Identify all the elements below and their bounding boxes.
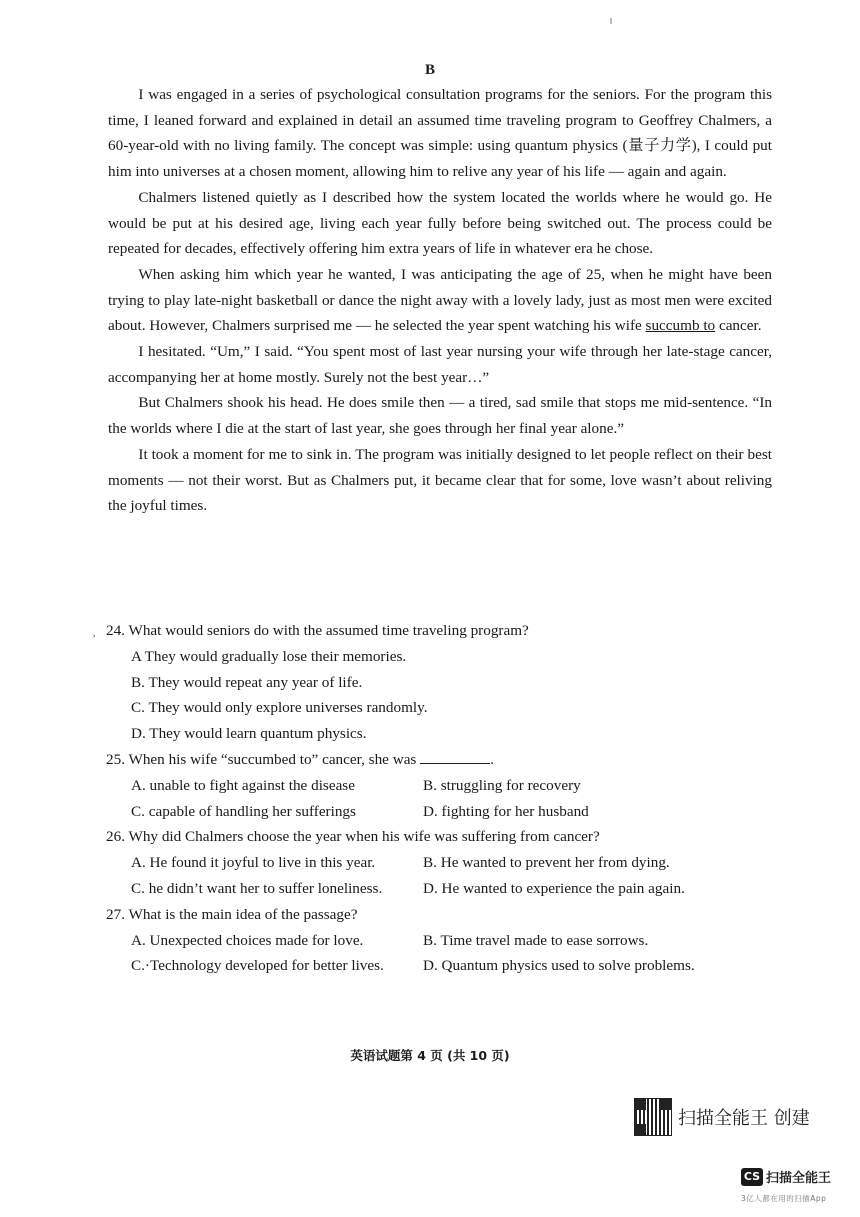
questions-section xyxy=(106,618,786,979)
underlined-phrase: succumb to xyxy=(645,317,716,335)
camscanner-tagline: 3亿人都在用的扫描App xyxy=(741,1194,827,1203)
option-row xyxy=(131,928,786,954)
passage-paragraph-4: I hesitated. “Um,” I said. “You spent most of last year nursing your wife through her late-stage cancer, accompanying her at home mostly. Surely not the best year…” xyxy=(108,343,772,386)
passage-paragraph-2: Chalmers listened quietly as I described how the system located the worlds where he would go. He would be put at his desired age, living each year fully before being switched out. The process could be repeated for decades, effectively offering him extra years of life in whatever era he chose. xyxy=(108,188,772,258)
cs-logo-icon: CS xyxy=(741,1168,763,1186)
option-c: C.·Technology developed for better lives. xyxy=(131,957,384,975)
passage-paragraph-6: It took a moment for me to sink in. The program was initially designed to let people reflect on their best moments — not their worst. But as Chalmers put, it became clear that for some, love wasn’t about reliving the joyful times. xyxy=(108,445,772,515)
scan-artifact xyxy=(610,18,612,24)
question-26 xyxy=(106,824,786,901)
option-b: B. struggling for recovery xyxy=(423,776,581,794)
option-c: C. capable of handling her sufferings xyxy=(131,802,356,820)
passage-paragraph-3 xyxy=(108,262,772,339)
option-d: D. They would learn quantum physics. xyxy=(131,725,367,743)
passage-paragraph-5: But Chalmers shook his head. He does smile then — a tired, sad smile that stops me mid-sentence. “In the worlds where I die at the start of last year, she goes through her final year alone.” xyxy=(108,394,772,438)
question-stem xyxy=(106,747,786,773)
option-a: A They would gradually lose their memories. xyxy=(131,647,407,665)
passage-paragraph-3-end: cancer. xyxy=(715,317,762,335)
option-d: D. Quantum physics used to solve problems. xyxy=(423,957,695,975)
question-stem: 26. Why did Chalmers choose the year when his wife was suffering from cancer? xyxy=(106,828,600,846)
camscanner-logo xyxy=(741,1167,831,1186)
question-stem: 27. What is the main idea of the passage? xyxy=(106,905,358,923)
option-b: B. Time travel made to ease sorrows. xyxy=(423,931,649,949)
option-row xyxy=(131,773,786,799)
pen-mark: , xyxy=(93,628,96,639)
option-row xyxy=(131,953,786,979)
reading-passage xyxy=(108,82,772,519)
option-c: C. he didn’t want her to suffer loneliness. xyxy=(131,879,383,897)
question-27 xyxy=(106,902,786,979)
passage-paragraph-3-text: When asking him which year he wanted, I was anticipating the age of 25, when he might have been trying to play late-night basketball or dance the night away with a lovely lady, just as most men were excited about. However, Chalmers surprised me — he selected the year spent watching his wife xyxy=(108,265,772,335)
option-c: C. They would only explore universes randomly. xyxy=(131,699,428,717)
option-a: A. Unexpected choices made for love. xyxy=(131,931,364,949)
option-d: D. He wanted to experience the pain again. xyxy=(423,879,685,897)
camscanner-name: 扫描全能王 xyxy=(766,1171,832,1186)
option-a: A. He found it joyful to live in this year. xyxy=(131,854,376,872)
option-row xyxy=(131,876,786,902)
option-row xyxy=(131,799,786,825)
answer-blank xyxy=(420,749,490,764)
question-stem-end: . xyxy=(490,750,494,768)
question-25 xyxy=(106,747,786,824)
question-stem-text: 25. When his wife “succumbed to” cancer, she was xyxy=(106,750,421,768)
option-row xyxy=(131,850,786,876)
option-a: A. unable to fight against the disease xyxy=(131,776,355,794)
option-b: B. He wanted to prevent her from dying. xyxy=(423,854,670,872)
section-title: B xyxy=(424,62,435,78)
option-d: D. fighting for her husband xyxy=(423,802,589,820)
page-footer: 英语试题第 4 页 (共 10 页) xyxy=(350,1048,510,1063)
scanner-watermark-text: 扫描全能王 创建 xyxy=(678,1108,810,1129)
scanner-watermark xyxy=(634,1098,810,1136)
qr-code-icon xyxy=(634,1098,672,1136)
option-b: B. They would repeat any year of life. xyxy=(131,673,363,691)
question-24 xyxy=(106,618,786,747)
passage-paragraph-1: I was engaged in a series of psychological consultation programs for the seniors. For the program this time, I leaned forward and explained in detail an assumed time traveling program to Geoffrey Chalmers, a 60-year-old with no living family. The concept was simple: using quantum physics (量子力学), I could put him into universes at a chosen moment, allowing him to relive any year of his life — again and again. xyxy=(108,86,772,181)
question-stem: 24. What would seniors do with the assumed time traveling program? xyxy=(106,622,529,639)
